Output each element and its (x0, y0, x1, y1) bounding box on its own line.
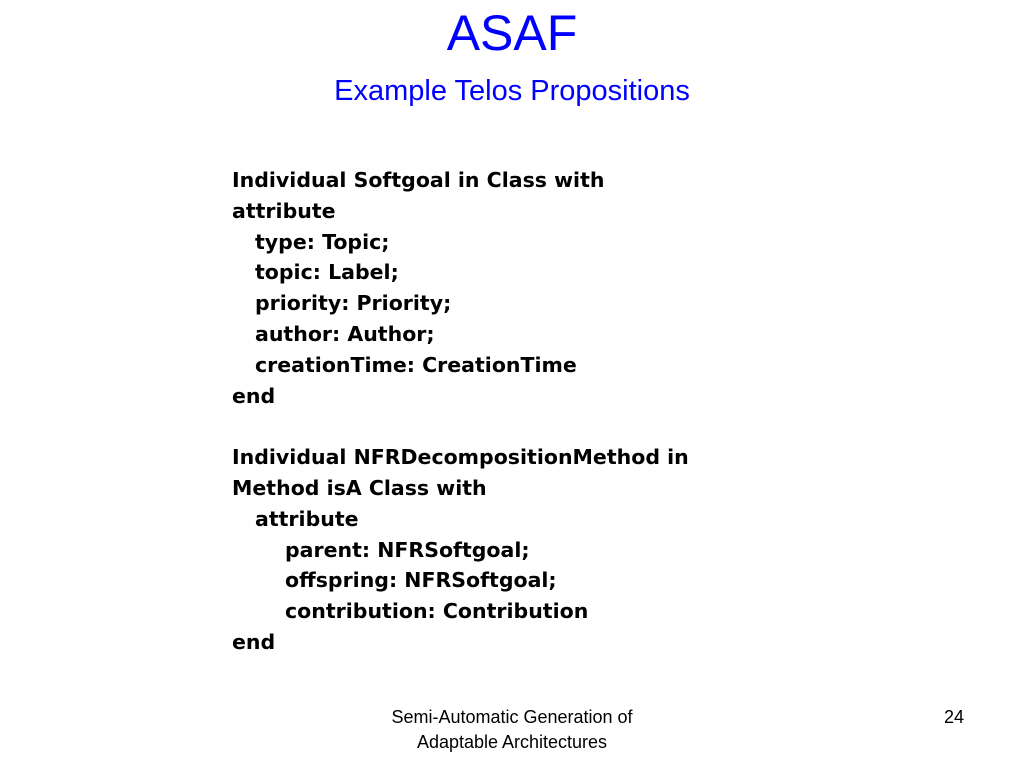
code-line: Method isA Class with (232, 475, 487, 500)
footer-caption (312, 705, 712, 755)
code-line: creationTime: CreationTime (255, 352, 577, 377)
slide-title: ASAF (446, 5, 578, 61)
code-line: type: Topic; (255, 229, 390, 254)
code-line: end (232, 629, 276, 654)
slide-subtitle: Example Telos Propositions (334, 75, 690, 107)
code-line: end (232, 383, 276, 408)
code-line: attribute (232, 198, 336, 223)
code-line: priority: Priority; (255, 291, 452, 316)
blank-line (232, 411, 832, 442)
code-line: attribute (255, 506, 359, 531)
code-line: contribution: Contribution (285, 599, 589, 624)
page-number: 24 (943, 707, 964, 727)
telos-code-block (232, 165, 832, 658)
code-line: parent: NFRSoftgoal; (285, 537, 530, 562)
footer-line: Adaptable Architectures (416, 732, 608, 752)
code-line: topic: Label; (255, 260, 399, 285)
code-line: Individual NFRDecompositionMethod in (232, 445, 689, 470)
footer-line: Semi-Automatic Generation of (391, 707, 633, 727)
code-line: author: Author; (255, 321, 435, 346)
code-line: Individual Softgoal in Class with (232, 168, 605, 192)
code-line: offspring: NFRSoftgoal; (285, 568, 557, 593)
